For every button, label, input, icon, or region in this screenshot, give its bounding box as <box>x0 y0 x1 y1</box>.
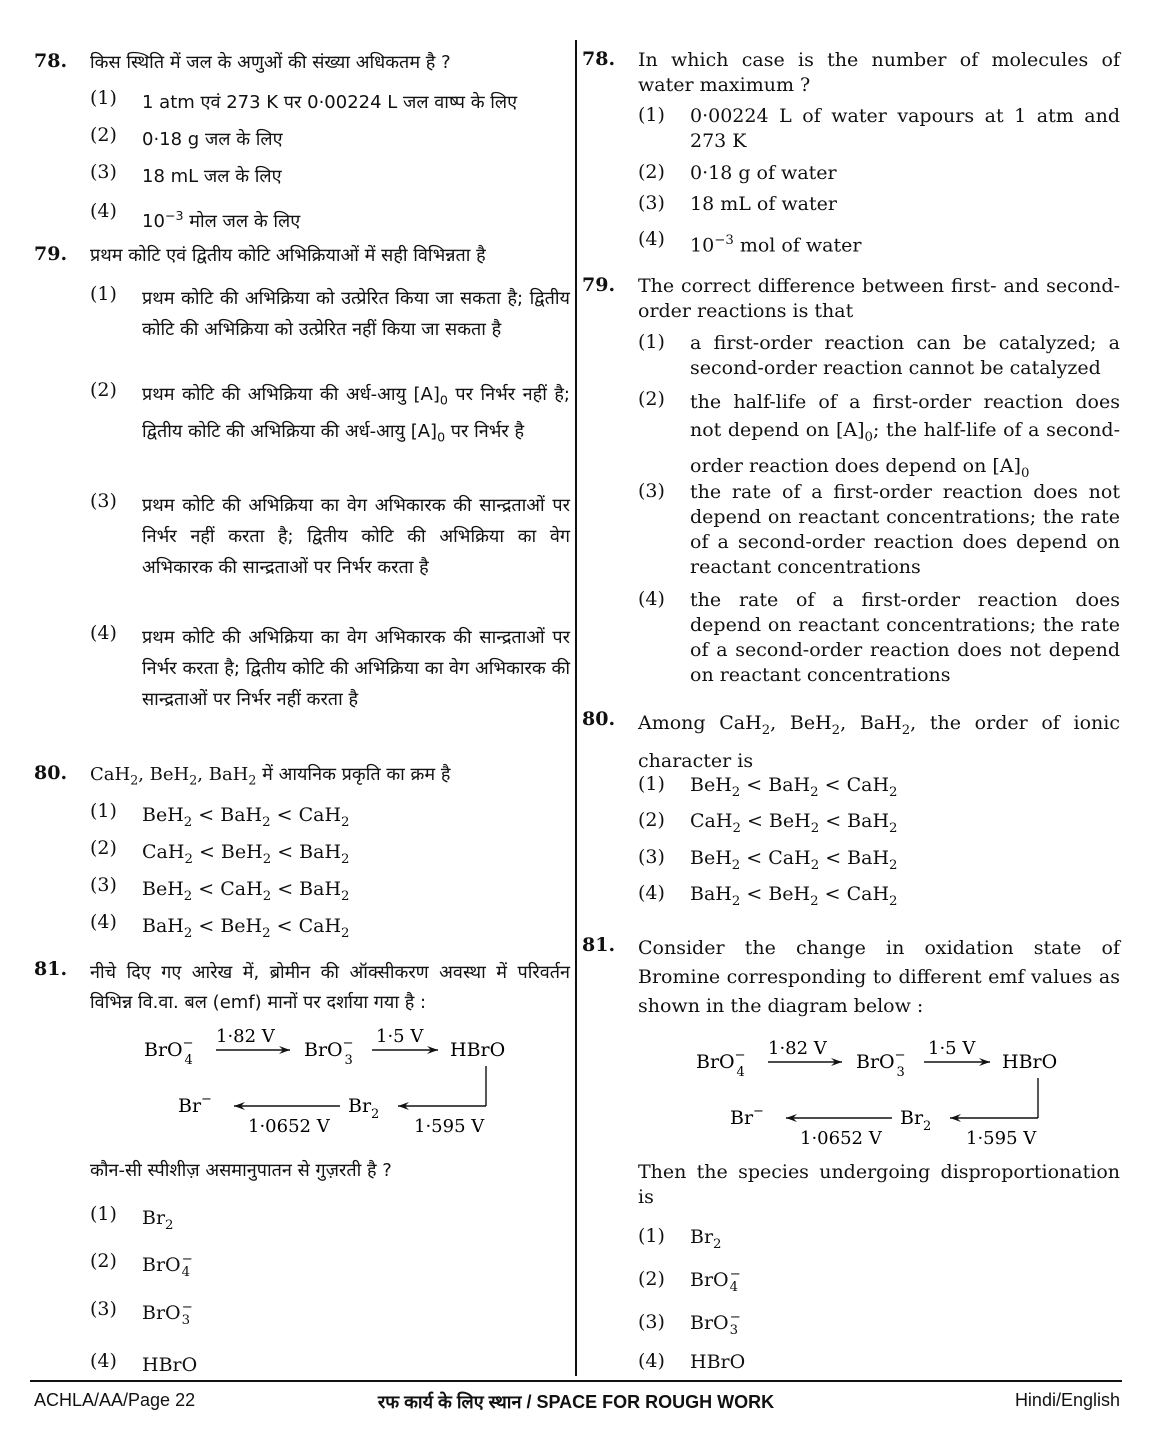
option-number: (3) <box>638 1311 665 1333</box>
hydride-formula: BaH$_2$ <box>299 841 350 867</box>
superscript: − <box>201 1092 212 1107</box>
option <box>90 622 570 715</box>
sub-sup <box>182 1301 193 1327</box>
text: मोल जल के लिए <box>183 211 301 232</box>
species-formula: $Br_2$ <box>142 1207 174 1233</box>
option-text: BaH$_2$ < BeH$_2$ < CaH$_2$ <box>690 883 898 909</box>
subscript: 2 <box>810 893 819 909</box>
hydride-formula: BaH$_2$ <box>768 774 819 800</box>
question-78-en <box>582 48 1120 98</box>
subscript: 2 <box>341 851 350 867</box>
question-prompt: Then the species undergoing disproportionation is <box>638 1161 1120 1208</box>
option-text <box>690 1311 1120 1337</box>
option-number: (4) <box>638 882 665 904</box>
question-number: 81. <box>582 934 616 956</box>
option-number: (1) <box>90 283 117 305</box>
option-text: 0·00224 L of water vapours at 1 atm and 273 K <box>690 105 1120 152</box>
option-number: (1) <box>90 800 117 822</box>
emf-label: 1·0652 V <box>248 1116 330 1137</box>
superscript: − <box>729 1310 741 1325</box>
species-bromide <box>730 1104 764 1129</box>
species-formula: $Br_2$ <box>690 1226 722 1252</box>
option-text: CaH$_2$ < BeH$_2$ < BaH$_2$ <box>142 841 350 867</box>
species-hbro: HBrO <box>1002 1051 1058 1073</box>
option-number: (2) <box>90 1250 117 1272</box>
option-text <box>142 1250 570 1281</box>
option <box>638 846 1120 878</box>
option-text: the rate of a first-order reaction does not depend on reactant concentrations; the rate of a second-order reaction does depend on reactant concentrations <box>690 481 1120 578</box>
subscript: 2 <box>262 925 271 941</box>
subscript: 3 <box>729 1323 739 1338</box>
option-text: BeH$_2$ < CaH$_2$ < BaH$_2$ <box>690 847 898 873</box>
text: 10 <box>142 211 165 232</box>
option-number: (2) <box>90 379 117 401</box>
option-text: 0·18 g of water <box>690 162 837 184</box>
sub-sup <box>730 1268 741 1294</box>
hydride-formula: BeH$_2$ <box>142 878 193 904</box>
question-79-hi <box>34 243 570 269</box>
species-bro3 <box>304 1036 354 1068</box>
question-78-hi <box>34 50 570 76</box>
question-text: Consider the change in oxidation state of Bromine corresponding to different emf values as shown in the diagram below : <box>638 937 1120 1017</box>
option-number: (1) <box>638 104 665 126</box>
option-text: the rate of a first-order reaction does depend on reactant concentrations; the rate of a second-order reaction does not depend on reactant concentrations <box>690 589 1120 686</box>
subscript: 2 <box>184 851 193 867</box>
option <box>638 588 1120 688</box>
subscript: 3 <box>896 1065 905 1080</box>
species-bro3 <box>856 1048 906 1080</box>
species-br2 <box>900 1107 931 1134</box>
option-text: 1 atm एवं 273 K पर 0·00224 L जल वाष्प के लिए <box>142 92 518 113</box>
option-number: (4) <box>90 1350 117 1372</box>
text: the half-life of a first-order reaction does not depend on [A] <box>690 391 1120 441</box>
sub-sup <box>730 1311 741 1337</box>
subscript: 2 <box>341 925 350 941</box>
hydride-formula: BeH$_2$ <box>768 883 819 909</box>
option-text: BeH$_2$ < BaH$_2$ < CaH$_2$ <box>142 804 350 830</box>
subscript: 0 <box>439 392 448 408</box>
option-text <box>690 1350 1120 1375</box>
option-number: (3) <box>90 1298 117 1320</box>
option <box>638 192 1120 217</box>
option <box>90 837 570 875</box>
hydride-formula: CaH$_2$ <box>220 878 272 904</box>
option <box>90 911 570 949</box>
hydride-formula: BeH$_2$ <box>220 915 271 941</box>
emf-label: 1·0652 V <box>800 1128 882 1149</box>
page-id: ACHLA/AA/Page 22 <box>34 1390 196 1410</box>
subscript: 2 <box>889 857 898 873</box>
subscript: 2 <box>923 1119 932 1134</box>
hydride-formula: BeH$_2$ <box>220 841 272 867</box>
option-number: (1) <box>638 773 665 795</box>
emf-diagram-svg <box>696 1032 1066 1152</box>
subscript: 2 <box>889 784 898 800</box>
superscript: −3 <box>164 208 184 223</box>
hydride-formula: CaH$_2$ <box>846 883 898 909</box>
superscript: − <box>181 1252 193 1267</box>
question-number: 81. <box>34 958 68 980</box>
option-number: (4) <box>638 228 665 250</box>
hydride-formula: CaH$_2$ <box>846 774 898 800</box>
option-number: (4) <box>90 200 117 222</box>
option-text: a first-order reaction can be catalyzed; a second-order reaction cannot be catalyzed <box>690 332 1120 379</box>
option <box>638 228 1120 258</box>
hydride-formula: BaH$_2$ <box>142 915 193 941</box>
subscript: 2 <box>183 814 193 830</box>
option-text <box>690 1225 1120 1257</box>
hydride-formula: BaH$_2$ <box>847 847 898 873</box>
option-number: (4) <box>90 622 117 644</box>
option-text: 0·18 g जल के लिए <box>142 129 283 150</box>
option-number: (3) <box>638 192 665 214</box>
text: पर निर्भर नहीं है; द्वितीय कोटि की अभिक्रिया की अर्ध-आयु [A] <box>142 384 570 442</box>
option <box>90 1203 570 1241</box>
superscript: − <box>342 1036 354 1051</box>
emf-diagram-svg <box>144 1020 514 1140</box>
option-number: (2) <box>638 809 665 831</box>
subscript: 2 <box>262 851 272 867</box>
question-number: 79. <box>34 243 68 265</box>
option-number: (2) <box>638 388 665 410</box>
option-text: BeH$_2$ < CaH$_2$ < BaH$_2$ <box>142 878 350 904</box>
option <box>90 1250 570 1281</box>
subscript: 2 <box>731 893 741 909</box>
option <box>638 104 1120 154</box>
rough-work-hindi: रफ कार्य के लिए स्थान <box>377 1392 522 1412</box>
option-text: CaH$_2$ < BeH$_2$ < BaH$_2$ <box>690 810 898 836</box>
option-text: प्रथम कोटि की अभिक्रिया का वेग अभिकारक की सान्द्रताओं पर निर्भर करता है; द्वितीय कोटि की अभिक्रिया का वेग अभिकारक की सान्द्रताओं पर निर्भर नहीं करता है <box>142 627 570 710</box>
subscript: 2 <box>731 857 741 873</box>
option <box>90 1298 570 1329</box>
question-number: 79. <box>582 274 616 296</box>
rough-work-english: SPACE FOR ROUGH WORK <box>536 1392 775 1412</box>
separator: / <box>521 1392 537 1412</box>
option <box>638 1350 1120 1375</box>
footer-rule <box>30 1380 1122 1382</box>
species-formula: HBrO <box>142 1354 198 1376</box>
question-number: 78. <box>582 48 616 70</box>
emf-label: 1·5 V <box>376 1026 424 1047</box>
option-text: 18 mL of water <box>690 193 837 215</box>
text: Br <box>730 1107 754 1129</box>
sub-sup <box>182 1253 193 1279</box>
species-hbro: HBrO <box>450 1039 506 1061</box>
hydride-formula: CaH$_2$ <box>298 915 350 941</box>
subscript: 2 <box>732 820 741 836</box>
text: BrO <box>304 1039 343 1061</box>
option <box>90 87 570 118</box>
option-text <box>142 1298 570 1329</box>
subscript: 3 <box>344 1053 353 1068</box>
option <box>90 379 570 452</box>
hydride-formula: CaH$_2$ <box>142 841 193 867</box>
option-number: (2) <box>638 1268 665 1290</box>
text: पर निर्भर है <box>445 420 525 442</box>
option <box>90 283 570 345</box>
option-text <box>690 1268 1120 1294</box>
option <box>90 161 570 192</box>
formula: CaH$_2$, BeH$_2$, BaH$_2$ <box>90 764 257 788</box>
subscript: 2 <box>165 1217 174 1233</box>
subscript: 2 <box>810 784 819 800</box>
question-text: में आयनिक प्रकृति का क्रम है <box>256 764 451 785</box>
option-text: प्रथम कोटि की अभिक्रिया को उत्प्रेरित किया जा सकता है; द्वितीय कोटि की अभिक्रिया को उत्प्रेरित नहीं किया जा सकता है <box>142 288 570 340</box>
superscript: −3 <box>714 233 734 248</box>
subscript: 2 <box>713 1236 722 1252</box>
superscript: − <box>181 1300 193 1315</box>
option <box>638 882 1120 914</box>
superscript: − <box>734 1048 746 1063</box>
text: mol of water <box>733 234 862 257</box>
hydride-formula: BeH$_2$ <box>768 810 820 836</box>
option-text <box>142 1203 570 1241</box>
question-text: नीचे दिए गए आरेख में, ब्रोमीन की ऑक्सीकरण अवस्था में परिवर्तन विभिन्न वि.वा. बल (emf) मानों पर दर्शाया गया है : <box>90 962 570 1013</box>
superscript: − <box>729 1267 741 1282</box>
option <box>638 388 1120 488</box>
option-number: (1) <box>638 331 665 353</box>
hydride-formula: BaH$_2$ <box>220 804 271 830</box>
text: BrO <box>144 1039 183 1061</box>
hydride-formula: BaH$_2$ <box>299 878 350 904</box>
text: , the order of ionic character is <box>638 712 1120 772</box>
option <box>90 800 570 838</box>
question-text: The correct difference between first- and second-order reactions is that <box>638 275 1120 322</box>
emf-label: 1·82 V <box>216 1026 275 1047</box>
subscript: 2 <box>731 784 741 800</box>
question-79-en <box>582 274 1120 324</box>
option <box>90 874 570 912</box>
rough-work-label <box>0 1390 1152 1414</box>
superscript: − <box>894 1048 906 1063</box>
subscript: 4 <box>184 1053 193 1068</box>
subscript: 3 <box>181 1313 191 1328</box>
species-formula: BrO − 3 <box>690 1310 741 1338</box>
text: प्रथम कोटि की अभिक्रिया की अर्ध-आयु [A] <box>142 384 440 405</box>
text: BrO <box>696 1051 735 1073</box>
option-text: प्रथम कोटि की अभिक्रिया का वेग अभिकारक की सान्द्रताओं पर निर्भर नहीं करता है; द्वितीय कोटि की अभिक्रिया का वेग अभिकारक की सान्द्रताओं पर निर्भर करता है <box>142 495 570 578</box>
subscript: 2 <box>183 888 193 904</box>
subscript: 0 <box>864 429 873 445</box>
subscript: 2 <box>810 857 820 873</box>
question-80-hi <box>34 762 570 794</box>
subscript: 2 <box>810 820 820 836</box>
option <box>638 1268 1120 1294</box>
subscript: 0 <box>1020 465 1030 481</box>
option <box>90 124 570 155</box>
hydride-formula: CaH$_2$ <box>690 810 741 836</box>
question-prompt: कौन-सी स्पीशीज़ असमानुपातन से गुज़रती है ? <box>90 1160 392 1181</box>
option-number: (1) <box>90 1203 117 1225</box>
subscript: 2 <box>262 814 271 830</box>
question-text: In which case is the number of molecules of water maximum ? <box>638 49 1120 96</box>
text: Br <box>900 1107 924 1129</box>
option <box>90 1350 570 1381</box>
subscript: 2 <box>183 925 193 941</box>
hydride-formula: BaH$_2$ <box>690 883 741 909</box>
option-number: (2) <box>638 161 665 183</box>
language-label: Hindi/English <box>1014 1390 1120 1410</box>
species-formula: BrO − 4 <box>690 1267 741 1295</box>
question-text: किस स्थिति में जल के अणुओं की संख्या अधिकतम है ? <box>90 52 451 73</box>
option-text <box>142 1350 570 1381</box>
option-text: 18 mL जल के लिए <box>142 166 282 187</box>
emf-diagram-en <box>696 1032 1066 1156</box>
subscript: 4 <box>736 1065 745 1080</box>
subscript: 4 <box>729 1280 739 1295</box>
option <box>638 161 1120 186</box>
option-number: (4) <box>90 911 117 933</box>
question-81-hi <box>34 958 570 1018</box>
species-formula: BrO − 3 <box>142 1300 193 1328</box>
option-number: (3) <box>90 161 117 183</box>
species-bro4 <box>696 1048 746 1080</box>
emf-diagram-hi <box>144 1020 514 1144</box>
option-number: (3) <box>90 490 117 512</box>
option <box>90 200 570 237</box>
option-number: (3) <box>638 846 665 868</box>
text: Among <box>638 712 720 734</box>
option-number: (1) <box>638 1225 665 1247</box>
species-formula: BrO − 4 <box>142 1252 193 1280</box>
option <box>638 480 1120 580</box>
option <box>638 809 1120 841</box>
emf-label: 1·595 V <box>414 1116 485 1137</box>
subscript: 2 <box>341 888 350 904</box>
option-number: (3) <box>638 480 665 502</box>
subscript: 2 <box>262 888 272 904</box>
subscript: 0 <box>437 429 446 445</box>
option <box>638 773 1120 805</box>
superscript: − <box>182 1036 194 1051</box>
option-text: BeH$_2$ < BaH$_2$ < CaH$_2$ <box>690 774 898 800</box>
superscript: − <box>753 1104 764 1119</box>
subscript: 2 <box>371 1107 380 1122</box>
emf-label: 1·5 V <box>928 1038 976 1059</box>
option <box>638 1225 1120 1257</box>
text: BrO <box>856 1051 895 1073</box>
question-number: 80. <box>582 708 616 730</box>
question-80-en <box>582 708 1120 776</box>
hydride-formula: CaH$_2$ <box>768 847 820 873</box>
hydride-formula: BeH$_2$ <box>690 774 741 800</box>
option-number: (4) <box>638 588 665 610</box>
emf-label: 1·82 V <box>768 1038 827 1059</box>
hydride-formula: BeH$_2$ <box>690 847 741 873</box>
option-text: BaH$_2$ < BeH$_2$ < CaH$_2$ <box>142 915 350 941</box>
species-formula: HBrO <box>690 1351 746 1373</box>
subscript: 2 <box>889 893 898 909</box>
hydride-formula: BaH$_2$ <box>847 810 898 836</box>
text: Br <box>348 1095 372 1117</box>
question-text: प्रथम कोटि एवं द्वितीय कोटि अभिक्रियाओं में सही विभिन्नता है <box>90 245 486 266</box>
subscript: 2 <box>341 814 350 830</box>
option-number: (2) <box>90 837 117 859</box>
question-81-en <box>582 934 1120 1021</box>
hydride-formula: BeH$_2$ <box>142 804 193 830</box>
column-divider <box>575 40 577 1376</box>
emf-label: 1·595 V <box>966 1128 1037 1149</box>
option-number: (3) <box>90 874 117 896</box>
species-bro4 <box>144 1036 194 1068</box>
hydride-formula: CaH$_2$ <box>298 804 350 830</box>
option <box>638 1311 1120 1337</box>
option <box>638 331 1120 381</box>
option-number: (4) <box>638 1350 665 1372</box>
option-number: (1) <box>90 87 117 109</box>
text: ; the half-life of a second-order reaction does depend on [A] <box>690 419 1120 477</box>
species-bromide <box>178 1092 212 1117</box>
option-number: (2) <box>90 124 117 146</box>
question-number: 78. <box>34 50 68 72</box>
subscript: 2 <box>889 820 898 836</box>
question-number: 80. <box>34 762 68 784</box>
text: 10 <box>690 234 715 257</box>
formula: CaH$_2$, BeH$_2$, BaH$_2$ <box>719 712 911 738</box>
option <box>90 490 570 583</box>
species-br2 <box>348 1095 379 1122</box>
subscript: 4 <box>181 1265 191 1280</box>
text: Br <box>178 1095 202 1117</box>
